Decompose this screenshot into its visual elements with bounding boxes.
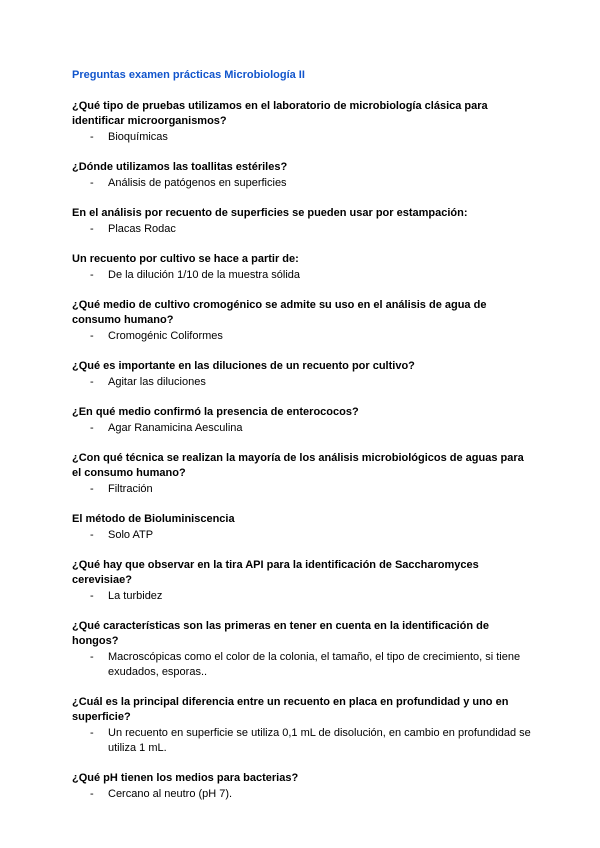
qa-item: [72, 359, 532, 390]
bullet-dash: -: [90, 788, 94, 800]
question-text: ¿Qué es importante en las diluciones de un recuento por cultivo?: [72, 360, 415, 372]
bullet-dash: -: [90, 590, 94, 602]
question-text: ¿En qué medio confirmó la presencia de enterococos?: [72, 406, 359, 418]
answer-text: Análisis de patógenos en superficies: [108, 177, 287, 189]
answer-text: Un recuento en superficie se utiliza 0,1 mL de disolución, en cambio en profundidad se utiliza 1 mL.: [108, 727, 531, 754]
question-text: Un recuento por cultivo se hace a partir de:: [72, 253, 299, 265]
answer-text: Macroscópicas como el color de la colonia, el tamaño, el tipo de crecimiento, si tiene exudados, esporas..: [108, 651, 521, 678]
question-text: ¿Dónde utilizamos las toallitas estériles?: [72, 161, 288, 173]
answer-item: [72, 650, 532, 680]
qa-item: [72, 695, 532, 756]
bullet-dash: -: [90, 529, 94, 541]
answer-item: [72, 329, 532, 344]
bullet-dash: -: [90, 330, 94, 342]
bullet-dash: -: [90, 376, 94, 388]
answer-text: Bioquímicas: [108, 131, 168, 143]
bullet-dash: -: [90, 269, 94, 281]
answer-text: La turbidez: [108, 590, 163, 602]
document-title: Preguntas examen prácticas Microbiología II: [72, 69, 305, 81]
bullet-dash: -: [90, 223, 94, 235]
bullet-dash: -: [90, 422, 94, 434]
question-text: En el análisis por recuento de superficies se pueden usar por estampación:: [72, 207, 468, 219]
qa-item: [72, 99, 532, 145]
answer-text: Agar Ranamicina Aesculina: [108, 422, 243, 434]
answer-text: Cercano al neutro (pH 7).: [108, 788, 233, 800]
question-text: El método de Bioluminiscencia: [72, 513, 235, 525]
answer-text: De la dilución 1/10 de la muestra sólida: [108, 269, 301, 281]
question-text: ¿Cuál es la principal diferencia entre un recuento en placa en profundidad y uno en superficie?: [72, 696, 509, 723]
answer-item: [72, 726, 532, 756]
question-text: ¿Qué medio de cultivo cromogénico se admite su uso en el análisis de agua de consumo humano?: [72, 299, 487, 326]
qa-item: [72, 512, 532, 543]
answer-text: Agitar las diluciones: [108, 376, 206, 388]
question-text: ¿Qué pH tienen los medios para bacterias?: [72, 772, 299, 784]
answer-item: [72, 421, 532, 436]
qa-item: [72, 160, 532, 191]
question-text: ¿Qué tipo de pruebas utilizamos en el laboratorio de microbiología clásica para identificar microorganismos?: [72, 100, 488, 127]
answer-item: [72, 787, 532, 802]
qa-item: [72, 405, 532, 436]
answer-text: Solo ATP: [108, 529, 154, 541]
answer-item: [72, 176, 532, 191]
answer-item: [72, 482, 532, 497]
bullet-dash: -: [90, 131, 94, 143]
qa-item: [72, 558, 532, 604]
question-text: ¿Qué hay que observar en la tira API para la identificación de Saccharomyces cerevisiae?: [72, 559, 479, 586]
qa-item: [72, 771, 532, 802]
answer-item: [72, 130, 532, 145]
qa-item: [72, 451, 532, 497]
bullet-dash: -: [90, 651, 94, 663]
qa-item: [72, 298, 532, 344]
bullet-dash: -: [90, 177, 94, 189]
bullet-dash: -: [90, 727, 94, 739]
qa-item: [72, 619, 532, 680]
answer-item: [72, 375, 532, 390]
answer-text: Placas Rodac: [108, 223, 176, 235]
answer-text: Filtración: [108, 483, 153, 495]
document-page: [72, 68, 532, 817]
qa-item: [72, 206, 532, 237]
answer-item: [72, 528, 532, 543]
bullet-dash: -: [90, 483, 94, 495]
answer-text: Cromogénic Coliformes: [108, 330, 223, 342]
question-text: ¿Con qué técnica se realizan la mayoría de los análisis microbiológicos de aguas para el consumo humano?: [72, 452, 524, 479]
answer-item: [72, 268, 532, 283]
qa-item: [72, 252, 532, 283]
answer-item: [72, 589, 532, 604]
answer-item: [72, 222, 532, 237]
question-text: ¿Qué características son las primeras en tener en cuenta en la identificación de hongos?: [72, 620, 489, 647]
